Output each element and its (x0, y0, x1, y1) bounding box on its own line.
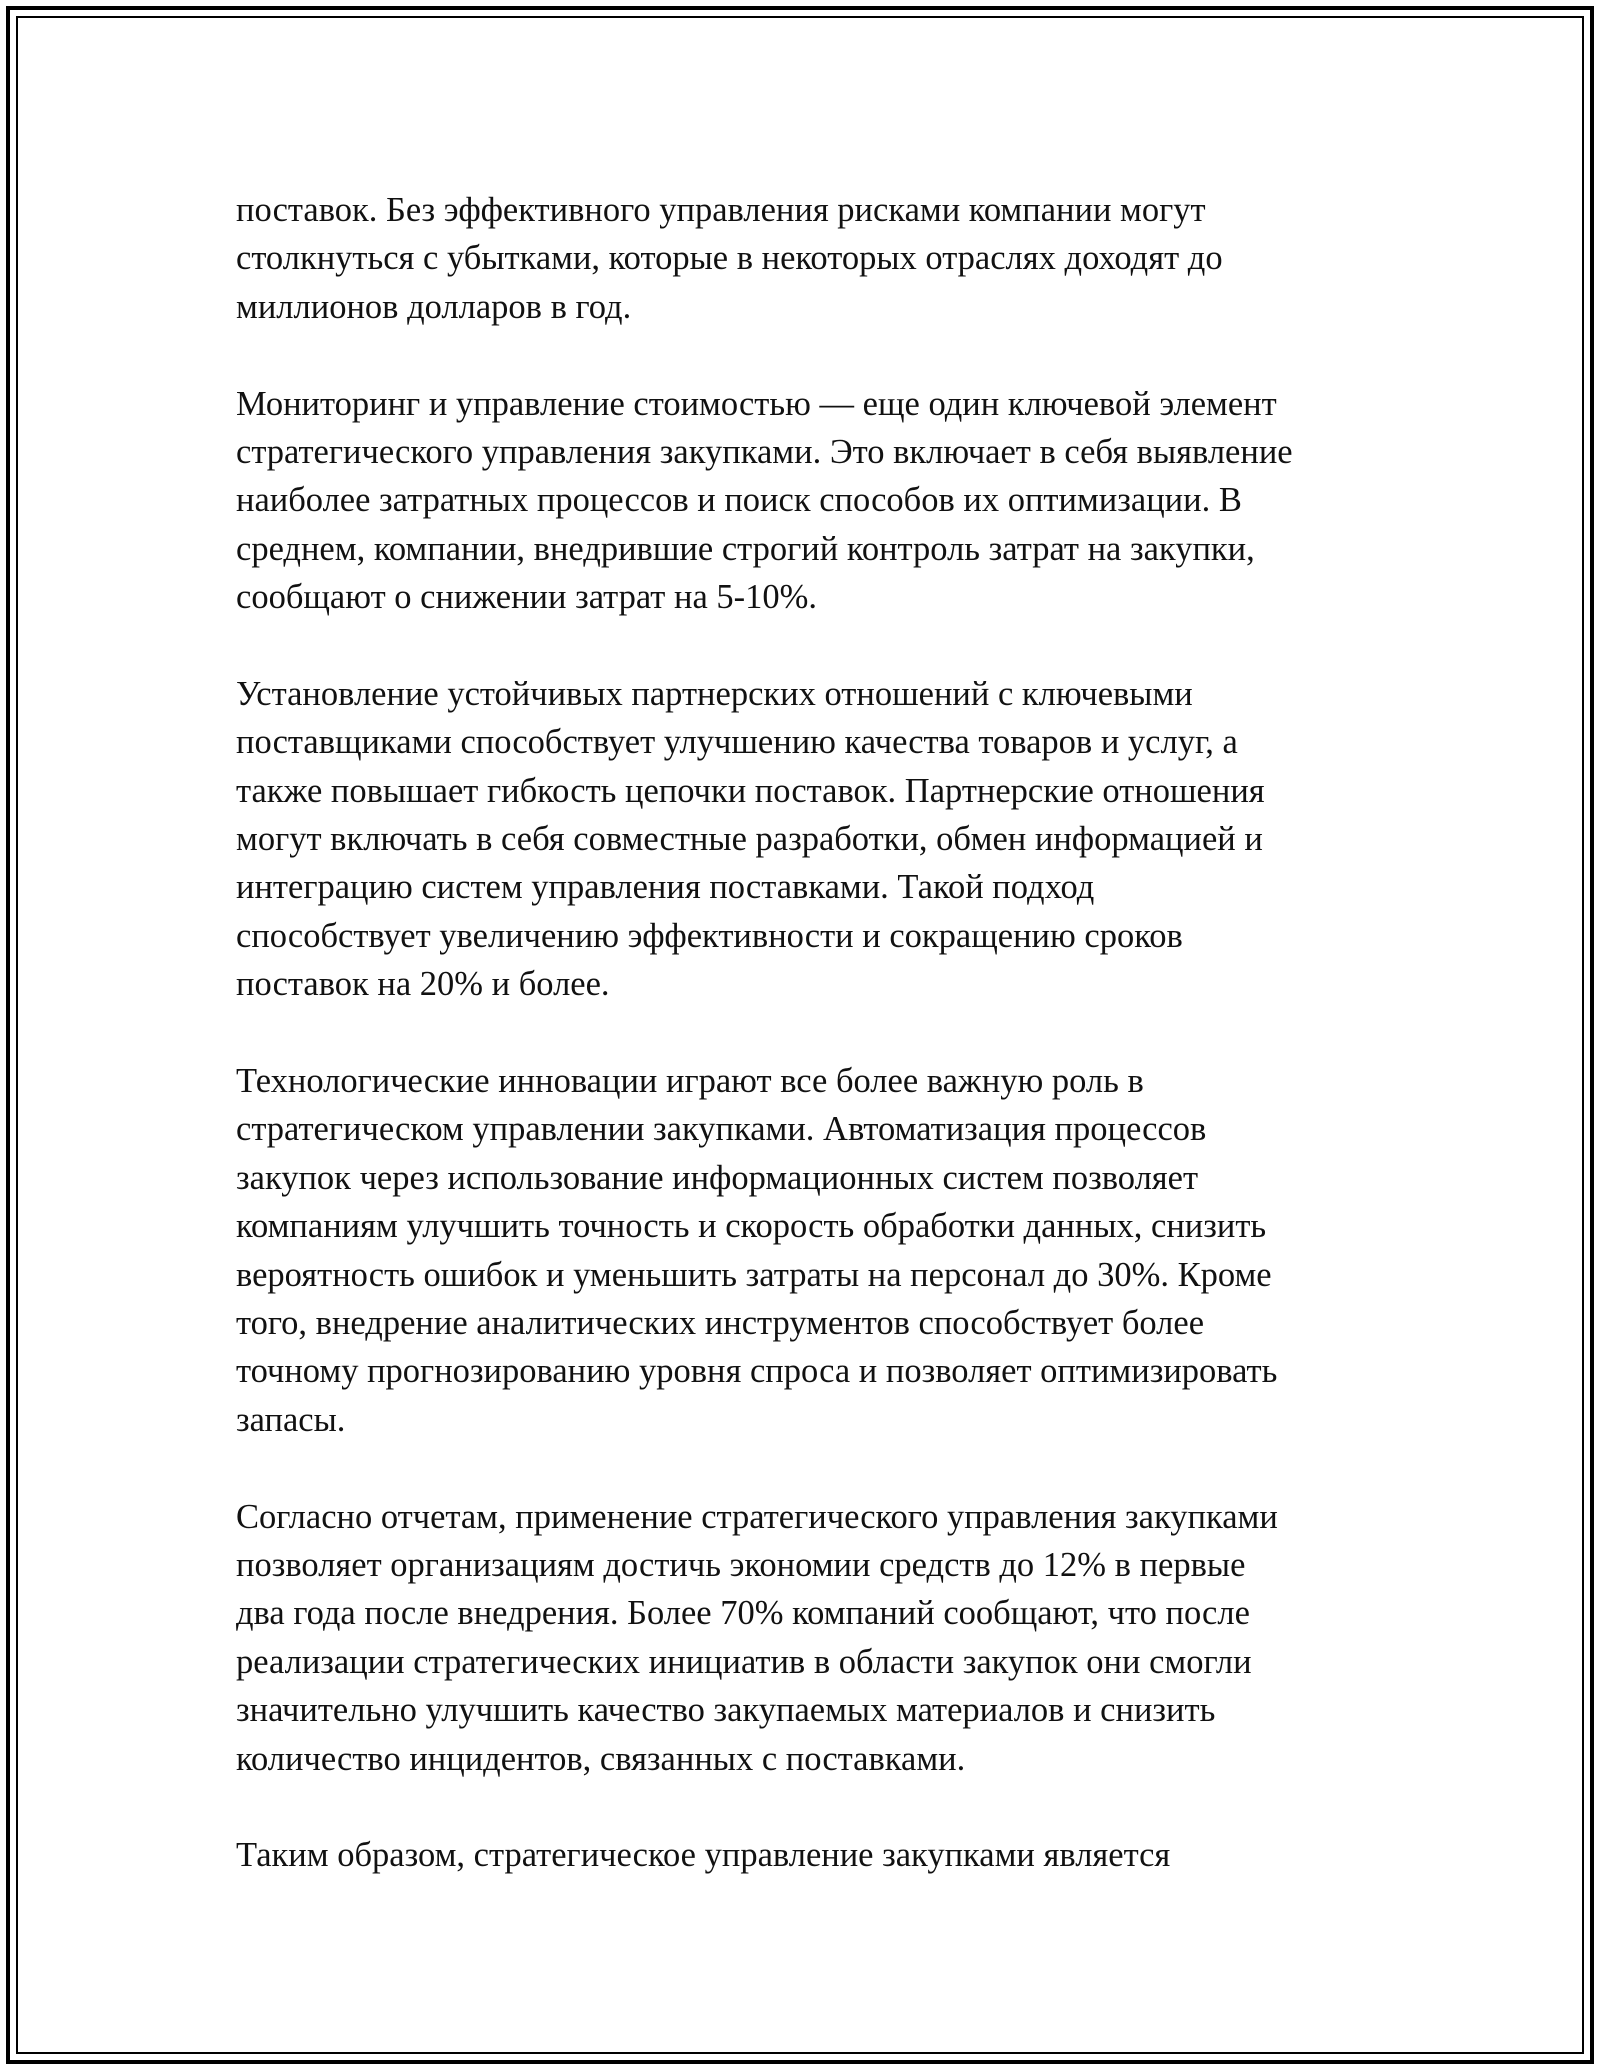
text-line: Мониторинг и управление стоимостью — еще один ключевой элемент (236, 384, 1277, 423)
text-line: миллионов долларов в год. (236, 287, 632, 326)
paragraph-tech-innovation (236, 1057, 1396, 1444)
document-body (236, 186, 1396, 1928)
text-line: способствует увеличению эффективности и сокращению сроков (236, 916, 1183, 955)
text-line: значительно улучшить качество закупаемых материалов и снизить (236, 1691, 1216, 1730)
text-line: столкнуться с убытками, которые в некоторых отраслях доходят до (236, 239, 1223, 278)
text-line: запасы. (236, 1400, 346, 1439)
text-line: Таким образом, стратегическое управление закупками является (236, 1836, 1171, 1875)
paragraph-reports (236, 1493, 1396, 1783)
text-line: того, внедрение аналитических инструментов способствует более (236, 1303, 1205, 1342)
text-line: стратегическом управлении закупками. Автоматизация процессов (236, 1110, 1207, 1149)
text-line: Установление устойчивых партнерских отношений с ключевыми (236, 674, 1193, 713)
text-line: количество инцидентов, связанных с поставками. (236, 1739, 966, 1778)
text-line: сообщают о снижении затрат на 5-10%. (236, 578, 818, 617)
paragraph-supply-risk (236, 186, 1396, 331)
text-line: также повышает гибкость цепочки поставок. Партнерские отношения (236, 771, 1265, 810)
text-line: позволяет организациям достичь экономии средств до 12% в первые (236, 1545, 1246, 1584)
text-line: стратегического управления закупками. Это включает в себя выявление (236, 432, 1293, 471)
text-line: точному прогнозированию уровня спроса и позволяет оптимизировать (236, 1352, 1278, 1391)
text-line: Согласно отчетам, применение стратегического управления закупками (236, 1497, 1278, 1536)
text-line: среднем, компании, внедрившие строгий контроль затрат на закупки, (236, 529, 1255, 568)
text-line: Технологические инновации играют все более важную роль в (236, 1062, 1144, 1101)
text-line: вероятность ошибок и уменьшить затраты на персонал до 30%. Кроме (236, 1255, 1272, 1294)
text-line: закупок через использование информационных систем позволяет (236, 1158, 1199, 1197)
text-line: интеграцию систем управления поставками. Такой подход (236, 868, 1095, 907)
text-line: два года после внедрения. Более 70% компаний сообщают, что после (236, 1594, 1250, 1633)
text-line: компаниям улучшить точность и скорость обработки данных, снизить (236, 1207, 1267, 1246)
paragraph-cost-monitoring (236, 380, 1396, 622)
text-line: могут включать в себя совместные разработки, обмен информацией и (236, 820, 1263, 859)
text-line: поставок на 20% и более. (236, 965, 610, 1004)
text-line: наиболее затратных процессов и поиск способов их оптимизации. В (236, 481, 1242, 520)
text-line: поставщиками способствует улучшению качества товаров и услуг, а (236, 723, 1238, 762)
paragraph-supplier-partnerships (236, 670, 1396, 1009)
text-line: поставок. Без эффективного управления рисками компании могут (236, 191, 1206, 229)
text-line: реализации стратегических инициатив в области закупок они смогли (236, 1642, 1252, 1681)
paragraph-conclusion (236, 1831, 1396, 1879)
